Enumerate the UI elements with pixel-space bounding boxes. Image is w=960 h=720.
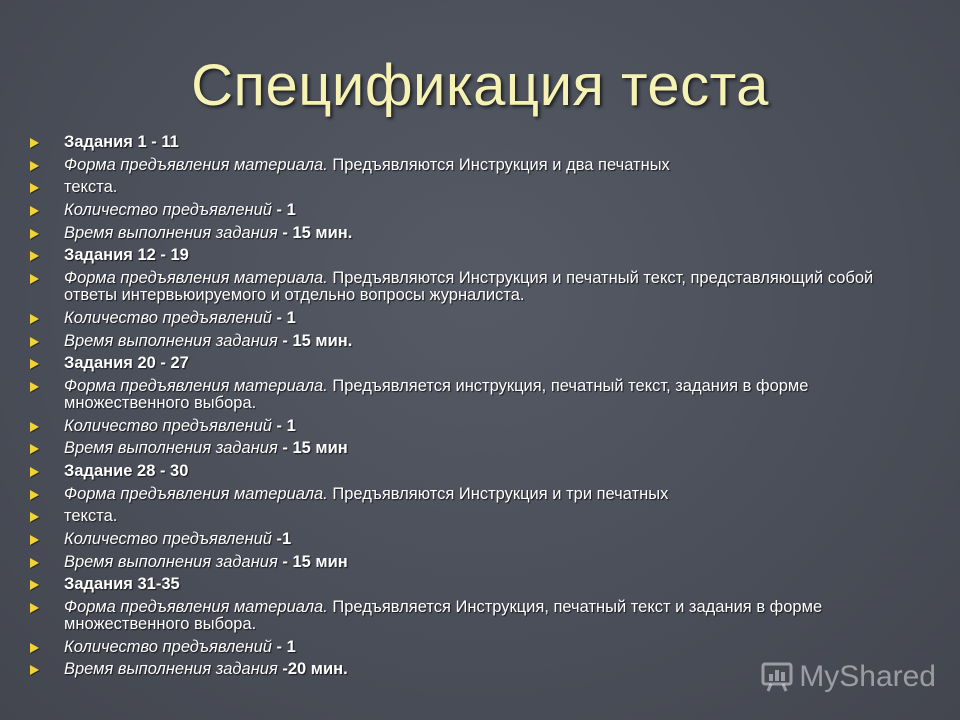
bullet-triangle-icon — [30, 467, 39, 477]
list-item-text-part: Время выполнения задания — [64, 223, 283, 242]
list-item-text-part: - 1 — [271, 201, 296, 220]
list-item-text-part: Предъявляются Инструкция и три печатных — [327, 484, 669, 503]
watermark-text: MyShared — [799, 660, 936, 693]
list-item-text-part: Предъявляется инструкция, печатный текст, задания в форме множественного выбора. — [64, 376, 809, 412]
bullet-triangle-icon — [30, 274, 39, 284]
bullet-triangle-icon — [30, 665, 39, 675]
list-item-text-part: Количество предъявлений — [64, 530, 272, 548]
list-item — [30, 418, 930, 435]
bullet-triangle-icon — [30, 183, 39, 193]
bullet-triangle-icon — [30, 206, 39, 216]
list-item-text-part: - 15 мин — [277, 439, 348, 458]
bullet-triangle-icon — [30, 161, 39, 171]
list-item-text-part: Количество предъявлений — [64, 308, 272, 327]
list-item-text-part: Количество предъявлений — [64, 416, 272, 435]
bullet-triangle-icon — [30, 337, 39, 347]
bullet-triangle-icon — [30, 422, 39, 432]
list-item-text-part: Форма предъявления материала. — [64, 598, 328, 617]
list-item — [30, 576, 930, 593]
list-item-text-part: - 15 мин. — [277, 331, 353, 350]
list-item-text-part: Форма предъявления материала. — [64, 155, 328, 174]
list-item — [30, 157, 930, 174]
bullet-triangle-icon — [30, 229, 39, 239]
list-item-text: Задания 31-35 — [64, 575, 180, 594]
list-item — [30, 639, 930, 656]
list-item-text-part: Предъявляется Инструкция, печатный текст и задания в форме множественного выбора. — [64, 598, 823, 634]
list-item — [30, 554, 930, 571]
bullet-triangle-icon — [30, 251, 39, 261]
bullet-triangle-icon — [30, 490, 39, 500]
list-item-text-part: Предъявляются Инструкция и два печатных — [327, 155, 670, 174]
bullet-triangle-icon — [30, 314, 39, 324]
list-item — [30, 270, 930, 304]
list-item-text-part: Время выполнения задания — [64, 439, 278, 458]
list-item — [30, 486, 930, 503]
watermark — [761, 660, 936, 694]
list-item-text-part: - 1 — [271, 416, 296, 435]
list-item-text-part: - 1 — [271, 308, 296, 327]
slide-title: Спецификация теста — [191, 53, 769, 118]
list-item — [30, 463, 930, 480]
list-item — [30, 508, 930, 525]
bullet-triangle-icon — [30, 382, 39, 392]
list-item — [30, 599, 930, 633]
bullet-triangle-icon — [30, 444, 39, 454]
list-item-text-part: Время выполнения задания — [64, 660, 278, 679]
list-item — [30, 202, 930, 219]
bullet-triangle-icon — [30, 643, 39, 653]
list-item — [30, 225, 930, 242]
list-item-text: Задание 28 - 30 — [64, 461, 189, 480]
list-item-text-part: Предъявляются Инструкция и печатный текст, представляющий собой ответы интервьюируемого и отдельно вопросы журналиста. — [64, 269, 874, 305]
bullet-triangle-icon — [30, 535, 39, 545]
list-item-text-part: -1 — [271, 530, 292, 548]
list-item-text-part: - 15 мин. — [282, 223, 353, 242]
list-item-text: текста. — [64, 178, 118, 197]
list-item-text-part: - 15 мин — [277, 552, 348, 571]
list-item-text-part: Время выполнения задания — [64, 331, 278, 350]
bullet-triangle-icon — [30, 359, 39, 369]
bullet-triangle-icon — [30, 558, 39, 568]
bullet-triangle-icon — [30, 580, 39, 590]
list-item — [30, 247, 930, 264]
list-item-text-part: -20 мин. — [277, 660, 348, 679]
bullet-triangle-icon — [30, 512, 39, 522]
list-item-text: Задания 1 - 11 — [64, 133, 179, 151]
list-item — [30, 134, 930, 151]
list-item — [30, 440, 930, 457]
list-item — [30, 355, 930, 372]
list-item-text: Задания 12 - 19 — [64, 246, 189, 265]
list-item — [30, 378, 930, 412]
list-item-text-part: Количество предъявлений — [64, 201, 272, 220]
list-item-text: текста. — [64, 507, 118, 526]
spec-list — [30, 134, 930, 684]
list-item-text-part: - 1 — [271, 637, 296, 656]
bullet-triangle-icon — [30, 138, 39, 148]
list-item-text-part: Форма предъявления материала. — [64, 269, 328, 288]
bullet-triangle-icon — [30, 603, 39, 613]
list-item-text-part: Количество предъявлений — [64, 637, 272, 656]
list-item-text-part: Форма предъявления материала. — [64, 376, 328, 395]
list-item — [30, 531, 930, 548]
list-item — [30, 179, 930, 196]
list-item — [30, 333, 930, 350]
list-item — [30, 310, 930, 327]
list-item-text-part: Время выполнения задания — [64, 552, 278, 571]
presentation-board-icon — [761, 662, 793, 692]
list-item-text-part: Форма предъявления материала. — [64, 484, 328, 503]
list-item-text: Задания 20 - 27 — [64, 354, 189, 373]
